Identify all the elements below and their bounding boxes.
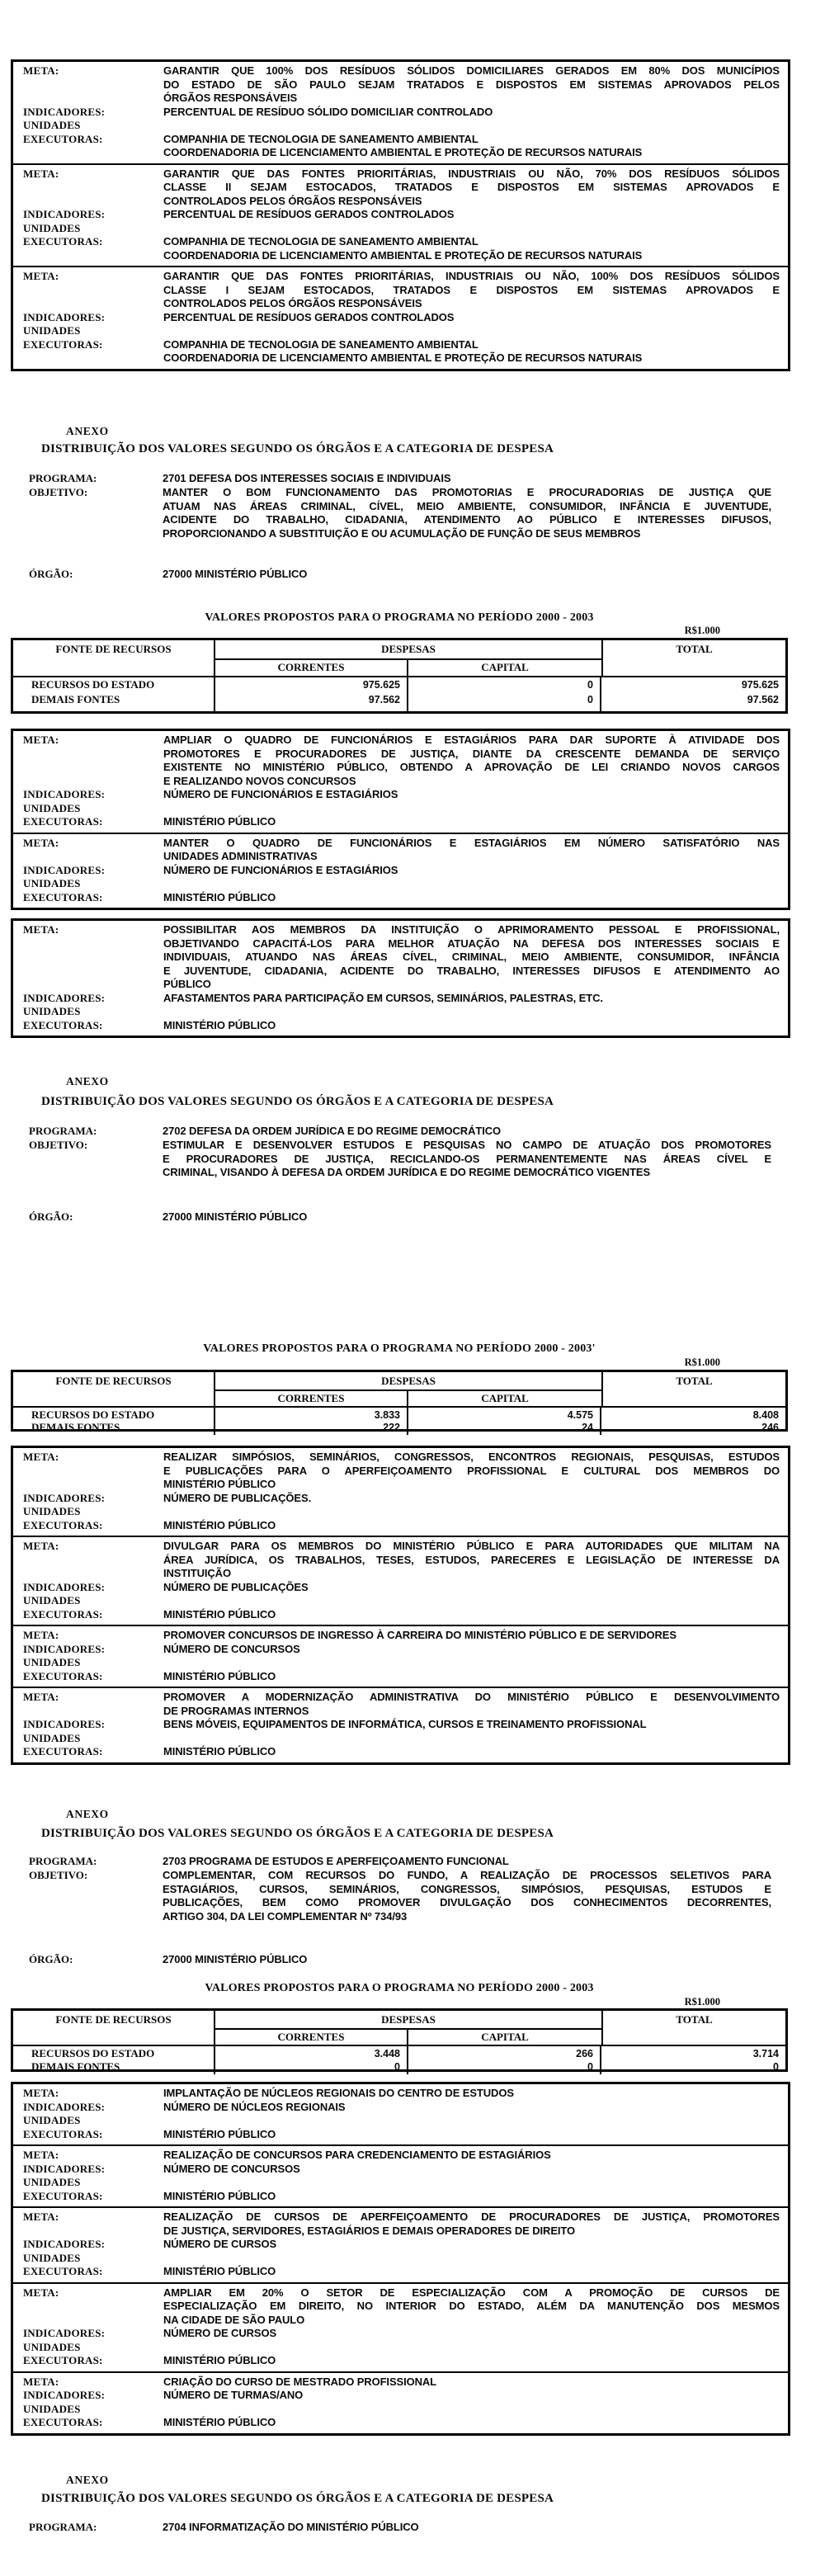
executoras-label: EXECUTORAS: (23, 1018, 103, 1031)
currency-unit-label: R$1.000 (684, 625, 720, 636)
indicadores-label: INDICADORES: (23, 2100, 106, 2113)
indicator-row (13, 1492, 788, 1506)
unidades-row (13, 2252, 788, 2266)
funding-table (11, 1370, 788, 1432)
program-row (29, 2521, 796, 2535)
goal-text: GARANTIR QUE DAS FONTES PRIORITÁRIAS, INDUSTRIAIS OU NÃO, 70% DOS RESÍDUOS SÓLIDOS CLASSE II SEJAM ESTOCADOS, TRATADOS E DISPOSTOS EM SISTEMAS APROVADOS E CONTROLADOS PELOS ÓRGÃOS RESPONSÁVEIS (163, 167, 780, 207)
col-header-total: TOTAL (601, 2011, 785, 2046)
indicator-row (13, 1718, 788, 1732)
program-value: 2703 PROGRAMA DE ESTUDOS E APERFEIÇOAMENTO FUNCIONAL (163, 1855, 509, 1867)
goal-block (13, 62, 788, 163)
indicator-row (13, 788, 788, 802)
goal-block (13, 266, 788, 369)
goal-row (13, 1540, 788, 1581)
objective-row (29, 486, 796, 540)
goal-text: AMPLIAR O QUADRO DE FUNCIONÁRIOS E ESTAGIÁRIOS PARA DAR SUPORTE À ATIVIDADE DOS PROMOTORES E PROCURADORES DE JUSTIÇA, DIANTE DA CRESCENTE DEMANDA DE SERVIÇO EXISTENTE NO MINISTÉRIO PÚBLICO, OBTENDO A APROVAÇÃO DE LEI CRIANDO NOVOS CARGOS E REALIZANDO NOVOS CONCURSOS (163, 734, 780, 787)
indicator-text: NÚMERO DE CURSOS (163, 2327, 277, 2339)
program-value: 2704 INFORMATIZAÇÃO DO MINISTÉRIO PÚBLICO (163, 2521, 419, 2533)
executor-text: MINISTÉRIO PÚBLICO (163, 1745, 276, 1757)
goal-row (13, 2087, 788, 2101)
unidades-label: UNIDADES (23, 2114, 81, 2126)
goal-text: MANTER O QUADRO DE FUNCIONÁRIOS E ESTAGIÁRIOS EM NÚMERO SATISFATÓRIO NAS UNIDADES ADMINISTRATIVAS (163, 836, 780, 862)
executoras-row (13, 338, 788, 366)
goals-table (11, 729, 790, 910)
organ-label: ÓRGÃO: (29, 568, 73, 580)
indicator-text: NÚMERO DE FUNCIONÁRIOS E ESTAGIÁRIOS (163, 863, 398, 876)
program-row (29, 1855, 796, 1869)
executoras-row (13, 2128, 788, 2142)
capital-value-cell: 0 (408, 692, 601, 711)
indicadores-label: INDICADORES: (23, 2389, 106, 2401)
organ-label: ÓRGÃO: (29, 1210, 73, 1223)
meta-label: META: (23, 167, 59, 180)
indicator-row (13, 2238, 788, 2252)
indicator-text: NÚMERO DE NÚCLEOS REGIONAIS (163, 2100, 346, 2113)
meta-label: META: (23, 2210, 59, 2223)
executor-text: MINISTÉRIO PÚBLICO (163, 1018, 276, 1031)
indicadores-label: INDICADORES: (23, 1491, 106, 1504)
goal-text: PROMOVER CONCURSOS DE INGRESSO À CARREIRA DO MINISTÉRIO PÚBLICO E DE SERVIDORES (163, 1629, 676, 1641)
objective-row (29, 1139, 796, 1180)
executor-text: MINISTÉRIO PÚBLICO (163, 2189, 276, 2202)
program-label: PROGRAMA: (29, 472, 97, 484)
executor-text: MINISTÉRIO PÚBLICO (163, 890, 276, 903)
correntes-value-cell: 97.562 (215, 692, 408, 711)
correntes-value-cell: 3.448 (215, 2046, 408, 2059)
organ-value: 27000 MINISTÉRIO PÚBLICO (163, 568, 308, 580)
goal-row (13, 167, 788, 209)
unidades-row (13, 1505, 788, 1519)
funding-source-cell: DEMAIS FONTES (13, 692, 215, 711)
col-header-correntes: CORRENTES (215, 1391, 408, 1408)
unidades-row (13, 1005, 788, 1019)
unidades-label: UNIDADES (23, 2176, 81, 2188)
unidades-row (13, 877, 788, 891)
indicator-row (13, 2327, 788, 2341)
executoras-label: EXECUTORAS: (23, 2189, 103, 2202)
indicator-text: NÚMERO DE PUBLICAÇÕES (163, 1580, 309, 1593)
unidades-label: UNIDADES (23, 221, 81, 234)
col-header-fonte: FONTE DE RECURSOS (13, 1372, 215, 1408)
goal-block (13, 2084, 788, 2144)
funding-source-cell: RECURSOS DO ESTADO (13, 1408, 215, 1420)
goal-block (13, 731, 788, 833)
objective-row (29, 1869, 796, 1923)
executoras-label: EXECUTORAS: (23, 1745, 103, 1757)
meta-label: META: (23, 923, 59, 936)
meta-label: META: (23, 1629, 59, 1641)
goal-block (13, 1625, 788, 1687)
goal-row (13, 270, 788, 311)
executor-text: MINISTÉRIO PÚBLICO (163, 1669, 276, 1682)
funding-table (11, 638, 788, 714)
executoras-label: EXECUTORAS: (23, 1669, 103, 1682)
indicator-row (13, 106, 788, 120)
unidades-label: UNIDADES (23, 2251, 81, 2264)
total-value-cell: 0 (773, 2061, 779, 2073)
indicator-text: PERCENTUAL DE RESÍDUO SÓLIDO DOMICILIAR CONTROLADO (163, 105, 493, 118)
executoras-row (13, 1519, 788, 1533)
col-header-capital: CAPITAL (408, 660, 601, 677)
funding-source-cell: DEMAIS FONTES (13, 1420, 215, 1435)
currency-unit-label: R$1.000 (684, 1356, 720, 1368)
distribution-title: DISTRIBUIÇÃO DOS VALORES SEGUNDO OS ÓRGÃOS E A CATEGORIA DE DESPESA (41, 1095, 554, 1108)
indicator-text: PERCENTUAL DE RESÍDUOS GERADOS CONTROLADOS (163, 208, 455, 220)
correntes-value-cell: 222 (215, 1420, 408, 1435)
goal-block (13, 1448, 788, 1536)
funding-source-cell: RECURSOS DO ESTADO (13, 2046, 215, 2059)
goal-row (13, 2375, 788, 2390)
indicator-row (13, 992, 788, 1006)
executoras-row (13, 2265, 788, 2279)
indicadores-label: INDICADORES: (23, 1642, 106, 1655)
goal-row (13, 923, 788, 992)
indicadores-label: INDICADORES: (23, 788, 106, 800)
goal-text: IMPLANTAÇÃO DE NÚCLEOS REGIONAIS DO CENTRO DE ESTUDOS (163, 2087, 514, 2099)
goals-table (11, 59, 790, 371)
goal-text: PROMOVER A MODERNIZAÇÃO ADMINISTRATIVA DO MINISTÉRIO PÚBLICO E DESENVOLVIMENTO DE PROGRAMAS INTERNOS (163, 1691, 780, 1717)
goal-row (13, 1691, 788, 1718)
funding-source-cell: RECURSOS DO ESTADO (13, 677, 215, 692)
executor-text: COMPANHIA DE TECNOLOGIA DE SANEAMENTO AMBIENTAL COORDENADORIA DE LICENCIAMENTO AMBIENTAL E PROTEÇÃO DE RECURSOS NATURAIS (163, 337, 643, 364)
goal-text: CRIAÇÃO DO CURSO DE MESTRADO PROFISSIONAL (163, 2375, 437, 2388)
indicadores-label: INDICADORES: (23, 105, 106, 118)
unidades-row (13, 2114, 788, 2128)
objective-text: COMPLEMENTAR, COM RECURSOS DO FUNDO, A REALIZAÇÃO DE PROCESSOS SELETIVOS PARA ESTAGIÁRIOS, CURSOS, SEMINÁRIOS, CONGRESSOS, SIMPÓSIOS, PESQUISAS, ESTUDOS E PUBLICAÇÕES, BEM COMO PROMOVER DIVULGAÇÃO DOS CONHECIMENTOS DECORRENTES, ARTIGO 304, DA LEI COMPLEMENTAR Nº 734/93 (163, 1869, 771, 1923)
indicadores-label: INDICADORES: (23, 991, 106, 1004)
meta-label: META: (23, 64, 59, 77)
indicator-row (13, 1581, 788, 1595)
executor-text: COMPANHIA DE TECNOLOGIA DE SANEAMENTO AMBIENTAL COORDENADORIA DE LICENCIAMENTO AMBIENTAL E PROTEÇÃO DE RECURSOS NATURAIS (163, 235, 643, 262)
col-header-despesas: DESPESAS (215, 2011, 601, 2030)
organ-row (29, 568, 796, 582)
goal-text: GARANTIR QUE DAS FONTES PRIORITÁRIAS, INDUSTRIAIS OU NÃO, 100% DOS RESÍDUOS SÓLIDOS CLASSE I SEJAM ESTOCADOS, TRATADOS E DISPOSTOS EM SISTEMAS APROVADOS E CONTROLADOS PELOS ÓRGÃOS RESPONSÁVEIS (163, 270, 780, 309)
goal-row (13, 64, 788, 106)
unidades-row (13, 2176, 788, 2190)
meta-label: META: (23, 836, 59, 849)
indicadores-label: INDICADORES: (23, 208, 106, 220)
anexo-label: ANEXO (66, 1075, 109, 1087)
executoras-row (13, 891, 788, 905)
executoras-row (13, 1608, 788, 1622)
unidades-row (13, 324, 788, 338)
executoras-label: EXECUTORAS: (23, 337, 103, 351)
program-label: PROGRAMA: (29, 1125, 97, 1137)
indicator-row (13, 1643, 788, 1657)
meta-label: META: (23, 2286, 59, 2299)
currency-unit-label: R$1.000 (684, 1996, 720, 2007)
capital-value-cell: 4.575 (408, 1408, 601, 1420)
executoras-row (13, 2416, 788, 2430)
unidades-label: UNIDADES (23, 1656, 81, 1668)
goals-table (11, 2082, 790, 2436)
indicator-text: BENS MÓVEIS, EQUIPAMENTOS DE INFORMÁTICA, CURSOS E TREINAMENTO PROFISSIONAL (163, 1718, 647, 1730)
executoras-row (13, 133, 788, 160)
distribution-title: DISTRIBUIÇÃO DOS VALORES SEGUNDO OS ÓRGÃOS E A CATEGORIA DE DESPESA (41, 1827, 554, 1840)
goal-row (13, 2210, 788, 2238)
indicator-text: NÚMERO DE FUNCIONÁRIOS E ESTAGIÁRIOS (163, 788, 398, 800)
col-header-capital: CAPITAL (408, 1391, 601, 1408)
values-table-title: VALORES PROPOSTOS PARA O PROGRAMA NO PERÍODO 2000 - 2003 (205, 611, 594, 624)
executoras-row (13, 815, 788, 829)
program-label: PROGRAMA: (29, 1855, 97, 1867)
indicadores-label: INDICADORES: (23, 1580, 106, 1593)
funding-table (11, 2008, 788, 2072)
unidades-label: UNIDADES (23, 1731, 81, 1744)
executoras-row (13, 235, 788, 262)
unidades-label: UNIDADES (23, 1505, 81, 1517)
executor-text: MINISTÉRIO PÚBLICO (163, 2265, 276, 2277)
unidades-row (13, 2341, 788, 2355)
goal-row (13, 2149, 788, 2163)
executoras-label: EXECUTORAS: (23, 1518, 103, 1531)
organ-label: ÓRGÃO: (29, 1953, 73, 1965)
goal-row (13, 1629, 788, 1643)
goal-row (13, 837, 788, 864)
indicator-text: NÚMERO DE CURSOS (163, 2238, 277, 2250)
goal-row (13, 734, 788, 788)
executoras-label: EXECUTORAS: (23, 2127, 103, 2140)
executor-text: MINISTÉRIO PÚBLICO (163, 1607, 276, 1621)
goals-table (11, 1446, 790, 1765)
program-row (29, 472, 796, 486)
executoras-row (13, 1745, 788, 1759)
executoras-label: EXECUTORAS: (23, 235, 103, 248)
unidades-row (13, 119, 788, 133)
funding-source-cell: DEMAIS FONTES (13, 2059, 215, 2074)
unidades-row (13, 2403, 788, 2417)
meta-label: META: (23, 2087, 59, 2099)
indicator-text: AFASTAMENTOS PARA PARTICIPAÇÃO EM CURSOS, SEMINÁRIOS, PALESTRAS, ETC. (163, 991, 603, 1004)
indicator-row (13, 311, 788, 325)
executor-text: MINISTÉRIO PÚBLICO (163, 2127, 276, 2140)
indicator-text: NÚMERO DE PUBLICAÇÕES. (163, 1491, 312, 1504)
goals-table (11, 918, 790, 1038)
objective-text: ESTIMULAR E DESENVOLVER ESTUDOS E PESQUISAS NO CAMPO DE ATUAÇÃO DOS PROMOTORES E PROCURADORES DE JUSTIÇA, RECICLANDO-OS PERMANENTEMENTE NAS ÁREAS CÍVEL E CRIMINAL, VISANDO À DEFESA DA ORDEM JURÍDICA E DO REGIME DEMOCRÁTICO VIGENTES (163, 1139, 771, 1178)
objective-text: MANTER O BOM FUNCIONAMENTO DAS PROMOTORIAS E PROCURADORIAS DE JUSTIÇA QUE ATUAM NAS ÁREAS CRIMINAL, CÍVEL, MEIO AMBIENTE, CONSUMIDOR, INFÂNCIA E JUVENTUDE, ACIDENTE DO TRABALHO, CIDADANIA, ATENDIMENTO AO PÚBLICO E INTERESSES DIFUSOS, PROPORCIONANDO A SUBSTITUIÇÃO E OU ACUMULAÇÃO DE FUNÇÃO DE SEUS MEMBROS (163, 486, 771, 540)
indicadores-label: INDICADORES: (23, 2238, 106, 2250)
unidades-row (13, 1656, 788, 1670)
indicator-row (13, 2163, 788, 2177)
executor-text: MINISTÉRIO PÚBLICO (163, 815, 276, 828)
meta-label: META: (23, 2149, 59, 2161)
indicadores-label: INDICADORES: (23, 310, 106, 323)
unidades-row (13, 1594, 788, 1608)
executor-text: MINISTÉRIO PÚBLICO (163, 2416, 276, 2428)
indicator-row (13, 2389, 788, 2403)
program-label: PROGRAMA: (29, 2521, 97, 2533)
goal-text: DIVULGAR PARA OS MEMBROS DO MINISTÉRIO PÚBLICO E PARA AUTORIDADES QUE MILITAM NA ÁREA JURÍDICA, OS TRABALHOS, TESES, ESTUDOS, PARECERES E LEGISLAÇÃO DE INTERESSE DA INSTITUIÇÃO (163, 1540, 780, 1579)
executoras-row (13, 1019, 788, 1033)
goal-text: REALIZAÇÃO DE CONCURSOS PARA CREDENCIAMENTO DE ESTAGIÁRIOS (163, 2149, 551, 2161)
correntes-value-cell: 975.625 (215, 677, 408, 692)
goal-block (13, 921, 788, 1036)
goal-row (13, 1451, 788, 1492)
goal-block (13, 2371, 788, 2433)
total-value-cell: 97.562 (747, 694, 779, 705)
unidades-label: UNIDADES (23, 1005, 81, 1017)
executoras-label: EXECUTORAS: (23, 1607, 103, 1621)
executoras-label: EXECUTORAS: (23, 2265, 103, 2277)
goal-text: AMPLIAR EM 20% O SETOR DE ESPECIALIZAÇÃO COM A PROMOÇÃO DE CURSOS DE ESPECIALIZAÇÃO EM DIREITO, NO INTERIOR DO ESTADO, ALÉM DA MANUTENÇÃO DOS MESMOS NA CIDADE DE SÃO PAULO (163, 2286, 780, 2326)
indicator-text: NÚMERO DE TURMAS/ANO (163, 2389, 304, 2401)
unidades-row (13, 1732, 788, 1746)
goal-block (13, 1687, 788, 1762)
col-header-correntes: CORRENTES (215, 2030, 408, 2046)
organ-value: 27000 MINISTÉRIO PÚBLICO (163, 1210, 308, 1223)
indicator-text: PERCENTUAL DE RESÍDUOS GERADOS CONTROLADOS (163, 310, 455, 323)
unidades-row (13, 222, 788, 236)
organ-row (29, 1953, 796, 1967)
correntes-value-cell: 0 (215, 2059, 408, 2074)
total-value-cell: 8.408 (752, 1409, 779, 1421)
distribution-title: DISTRIBUIÇÃO DOS VALORES SEGUNDO OS ÓRGÃOS E A CATEGORIA DE DESPESA (41, 2492, 554, 2505)
unidades-label: UNIDADES (23, 877, 81, 889)
indicadores-label: INDICADORES: (23, 2162, 106, 2175)
unidades-row (13, 802, 788, 816)
unidades-label: UNIDADES (23, 2340, 81, 2353)
total-value-cell: 975.625 (741, 679, 779, 691)
col-header-fonte: FONTE DE RECURSOS (13, 2011, 215, 2046)
col-header-fonte: FONTE DE RECURSOS (13, 640, 215, 677)
goal-block (13, 1536, 788, 1625)
col-header-despesas: DESPESAS (215, 640, 601, 660)
unidades-label: UNIDADES (23, 2402, 81, 2415)
executor-text: COMPANHIA DE TECNOLOGIA DE SANEAMENTO AMBIENTAL COORDENADORIA DE LICENCIAMENTO AMBIENTAL E PROTEÇÃO DE RECURSOS NATURAIS (163, 132, 643, 158)
total-value-cell: 246 (761, 1422, 779, 1433)
indicator-row (13, 2101, 788, 2115)
indicadores-label: INDICADORES: (23, 2327, 106, 2339)
executoras-label: EXECUTORAS: (23, 2354, 103, 2366)
executoras-row (13, 1670, 788, 1684)
distribution-title: DISTRIBUIÇÃO DOS VALORES SEGUNDO OS ÓRGÃOS E A CATEGORIA DE DESPESA (41, 442, 554, 455)
goal-block (13, 2144, 788, 2206)
executor-text: MINISTÉRIO PÚBLICO (163, 2354, 276, 2366)
unidades-label: UNIDADES (23, 324, 81, 337)
indicadores-label: INDICADORES: (23, 1718, 106, 1730)
unidades-label: UNIDADES (23, 119, 81, 131)
indicator-row (13, 208, 788, 222)
executoras-row (13, 2354, 788, 2368)
meta-label: META: (23, 734, 59, 746)
executoras-label: EXECUTORAS: (23, 132, 103, 145)
meta-label: META: (23, 1691, 59, 1703)
meta-label: META: (23, 270, 59, 282)
capital-value-cell: 0 (408, 677, 601, 692)
anexo-label: ANEXO (66, 1808, 109, 1820)
meta-label: META: (23, 1540, 59, 1552)
indicadores-label: INDICADORES: (23, 863, 106, 876)
goal-block (13, 163, 788, 267)
program-value: 2701 DEFESA DOS INTERESSES SOCIAIS E INDIVIDUAIS (163, 472, 451, 484)
goal-text: REALIZAR SIMPÓSIOS, SEMINÁRIOS, CONGRESSOS, ENCONTROS REGIONAIS, PESQUISAS, ESTUDOS E PUBLICAÇÕES PARA O APERFEIÇOAMENTO PROFISSIONAL E CULTURAL DOS MEMBROS DO MINISTÉRIO PÚBLICO (163, 1451, 780, 1490)
values-table-title: VALORES PROPOSTOS PARA O PROGRAMA NO PERÍODO 2000 - 2003 (205, 1982, 594, 1994)
capital-value-cell: 266 (408, 2046, 601, 2059)
goal-block (13, 2206, 788, 2282)
executoras-label: EXECUTORAS: (23, 2416, 103, 2428)
goal-block (13, 833, 788, 908)
executoras-label: EXECUTORAS: (23, 890, 103, 903)
correntes-value-cell: 3.833 (215, 1408, 408, 1420)
goal-text: GARANTIR QUE 100% DOS RESÍDUOS SÓLIDOS DOMICILIARES GERADOS EM 80% DOS MUNICÍPIOS DO ESTADO DE SÃO PAULO SEJAM TRATADOS E DISPOSTOS EM SISTEMAS APROVADOS PELOS ÓRGÃOS RESPONSÁVEIS (163, 64, 780, 104)
objective-label: OBJETIVO: (29, 486, 88, 498)
col-header-correntes: CORRENTES (215, 660, 408, 677)
organ-value: 27000 MINISTÉRIO PÚBLICO (163, 1953, 308, 1965)
values-table-title: VALORES PROPOSTOS PARA O PROGRAMA NO PERÍODO 2000 - 2003' (203, 1342, 596, 1355)
goal-block (13, 2282, 788, 2371)
col-header-total: TOTAL (601, 640, 785, 677)
indicator-text: NÚMERO DE CONCURSOS (163, 1642, 300, 1655)
meta-label: META: (23, 1451, 59, 1463)
meta-label: META: (23, 2375, 59, 2388)
organ-row (29, 1210, 796, 1224)
col-header-total: TOTAL (601, 1372, 785, 1408)
executor-text: MINISTÉRIO PÚBLICO (163, 1518, 276, 1531)
total-value-cell: 3.714 (752, 2048, 779, 2059)
executoras-row (13, 2190, 788, 2204)
goal-row (13, 2286, 788, 2328)
objective-label: OBJETIVO: (29, 1869, 88, 1881)
program-value: 2702 DEFESA DA ORDEM JURÍDICA E DO REGIME DEMOCRÁTICO (163, 1125, 502, 1137)
executoras-label: EXECUTORAS: (23, 815, 103, 828)
col-header-despesas: DESPESAS (215, 1372, 601, 1391)
anexo-label: ANEXO (66, 425, 109, 437)
unidades-label: UNIDADES (23, 801, 81, 814)
col-header-capital: CAPITAL (408, 2030, 601, 2046)
capital-value-cell: 0 (408, 2059, 601, 2074)
unidades-label: UNIDADES (23, 1594, 81, 1606)
goal-text: REALIZAÇÃO DE CURSOS DE APERFEIÇOAMENTO DE PROCURADORES DE JUSTIÇA, PROMOTORES DE JUSTIÇA, SERVIDORES, ESTAGIÁRIOS E DEMAIS OPERADORES DE DIREITO (163, 2210, 780, 2237)
anexo-label: ANEXO (66, 2474, 109, 2486)
indicator-row (13, 864, 788, 878)
indicator-text: NÚMERO DE CONCURSOS (163, 2162, 300, 2175)
program-row (29, 1125, 796, 1139)
capital-value-cell: 24 (408, 1420, 601, 1435)
goal-text: POSSIBILITAR AOS MEMBROS DA INSTITUIÇÃO O APRIMORAMENTO PESSOAL E PROFISSIONAL, OBJETIVANDO CAPACITÁ-LOS PARA MELHOR ATUAÇÃO NA DEFESA DOS INTERESSES SOCIAIS E INDIVIDUAIS, ATUANDO NAS ÁREAS CÍVEL, CRIMINAL, MEIO AMBIENTE, CONSUMIDOR, INFÂNCIA E JUVENTUDE, CIDADANIA, ACIDENTE DO TRABALHO, INTERESSES DIFUSOS E ATENDIMENTO AO PÚBLICO (163, 923, 780, 990)
objective-label: OBJETIVO: (29, 1139, 88, 1151)
